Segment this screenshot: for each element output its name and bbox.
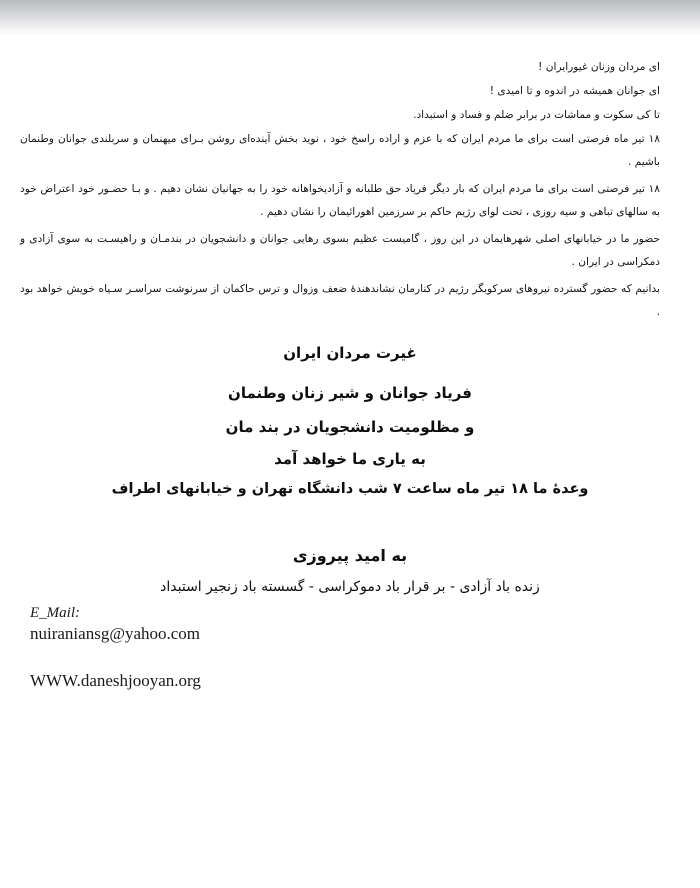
- motto-line: زنده باد آزادی - بر قرار باد دموکراسی - گسسته باد زنجیر استبداد: [160, 579, 540, 595]
- greeting-line: ای مردان وزنان غیورایران !: [538, 61, 660, 73]
- address-line: ای جوانان همیشه در اندوه و تا امیدی !: [489, 85, 660, 97]
- scan-shadow: [0, 0, 700, 36]
- website-link[interactable]: WWW.daneshjooyan.org: [30, 671, 201, 690]
- hope-line: به امید پیروزی: [292, 546, 408, 565]
- slogan-line-1: غیرت مردان ایران: [283, 344, 417, 362]
- event-announcement: وعدهٔ ما ۱۸ تیر ماه ساعت ۷ شب دانشگاه تهران و خیابانهای اطراف: [111, 481, 589, 497]
- question-line: تا کی سکوت و مماشات در برابر ضلم و فساد و استبداد.: [413, 109, 660, 121]
- email-address[interactable]: nuiraniansg@yahoo.com: [30, 624, 201, 643]
- paragraph-streets: حضور ما در خیابانهای اصلی شهرهایمان در این روز ، گامیست عظیم بسوی رهایی جوانان و دانشجویان در بندمـان و راهیسـت به سوی آزادی و دمکراسی در ایران .: [20, 233, 660, 268]
- slogan-line-3: و مظلومیت دانشجویان در بند مان: [225, 418, 475, 436]
- slogan-line-4: به یاری ما خواهد آمد: [274, 450, 426, 468]
- slogan-line-2: فریاد جوانان و شیر زنان وطنمان: [228, 384, 472, 402]
- paragraph-warning: بدانیم که حضور گسترده نیروهای سرکوبگر رژیم در کنارمان نشاندهندهٔ ضعف وزوال و ترس حاکمان از سرنوشت سراسـر سـیاه خویش خواهد بود .: [20, 283, 660, 318]
- paragraph-opportunity: ۱۸ تیر ماه فرصتی است برای ما مردم ایران که با عزم و اراده راسخ خود ، نوید بخش آینده‌ای روشن بـرای میهنمان و سربلندی جوانان وطنمان باشیم .: [20, 133, 660, 168]
- paragraph-protest: ۱۸ تیر فرصتی است برای ما مردم ایران که بار دیگر فریاد حق طلبانه و آزادیخواهانه خود را به جهانیان نشان دهیم . و بـا حضـور خود اعتراض خود به سالهای تباهی و سیه روزی ، تحت لوای رژیم حاکم بر سرزمین اهورائیمان را نشان دهیم .: [20, 183, 660, 218]
- email-label: E_Mail:: [30, 605, 80, 621]
